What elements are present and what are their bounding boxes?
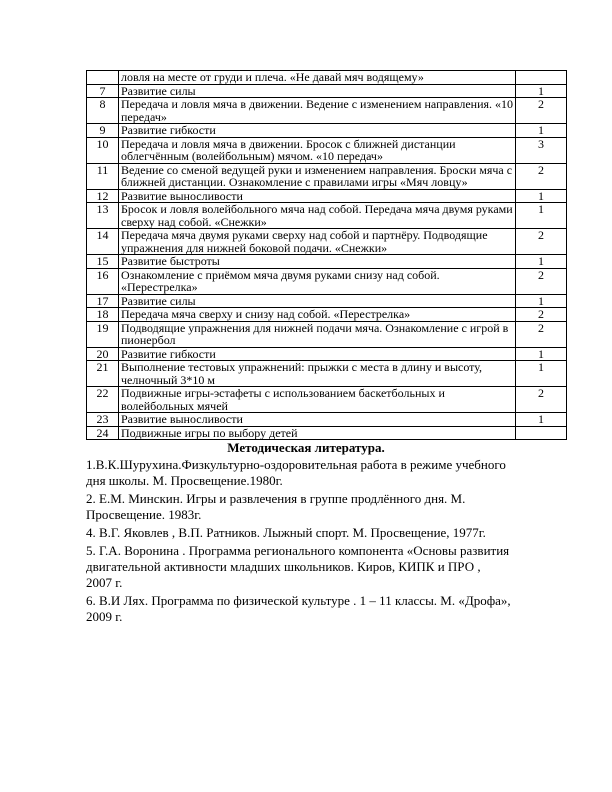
lesson-topic: Развитие выносливости [119,189,516,203]
lesson-number: 7 [87,84,119,98]
lesson-topic: Развитие силы [119,84,516,98]
lesson-hours [516,71,567,85]
lesson-number: 15 [87,255,119,269]
lesson-hours: 1 [516,347,567,361]
table-row [87,308,567,322]
table-row [87,413,567,427]
lesson-plan-table [86,70,567,440]
lesson-hours: 1 [516,203,567,229]
lesson-topic: ловля на месте от груди и плеча. «Не давай мяч водящему» [119,71,516,85]
table-row [87,163,567,189]
literature-item: 6. В.И Лях. Программа по физической культуре . 1 – 11 классы. М. «Дрофа», 2009 г. [86,593,511,624]
lesson-topic: Развитие гибкости [119,124,516,138]
lesson-number: 23 [87,413,119,427]
lesson-topic: Развитие выносливости [119,413,516,427]
table-row [87,137,567,163]
table-row [87,321,567,347]
lesson-topic: Выполнение тестовых упражнений: прыжки с места в длину и высоту, челночный 3*10 м [119,361,516,387]
lesson-number: 16 [87,268,119,294]
lesson-hours: 1 [516,124,567,138]
lesson-topic: Передача и ловля мяча в движении. Ведение с изменением направления. «10 передач» [119,98,516,124]
table-row [87,189,567,203]
literature-section [86,440,526,627]
lesson-topic: Подводящие упражнения для нижней подачи мяча. Ознакомление с игрой в пионербол [119,321,516,347]
table-row [87,124,567,138]
table-row [87,347,567,361]
literature-item: 4. В.Г. Яковлев , В.П. Ратников. Лыжный спорт. М. Просвещение, 1977г. [86,525,486,540]
lesson-hours: 1 [516,294,567,308]
lesson-number: 22 [87,387,119,413]
lesson-hours: 2 [516,321,567,347]
table-row [87,203,567,229]
literature-item: 2. Е.М. Минскин. Игры и развлечения в группе продлённого дня. М. Просвещение. 1983г. [86,491,466,522]
lesson-number: 8 [87,98,119,124]
lesson-topic: Передача и ловля мяча в движении. Бросок с ближней дистанции облегчённым (волейбольным) мячом. «10 передач» [119,137,516,163]
lesson-hours: 1 [516,361,567,387]
literature-list [86,457,526,625]
lesson-topic: Ознакомление с приёмом мяча двумя руками снизу над собой. «Перестрелка» [119,268,516,294]
lesson-hours: 1 [516,413,567,427]
literature-item: 5. Г.А. Воронина . Программа регионального компонента «Основы развития двигательной активности младших школьников. Киров, КИПК и ПРО , 2007 г. [86,543,510,590]
lesson-topic: Подвижные игры-эстафеты с использованием баскетбольных и волейбольных мячей [119,387,516,413]
lesson-number: 17 [87,294,119,308]
lesson-topic: Бросок и ловля волейбольного мяча над собой. Передача мяча двумя руками сверху над собой. «Снежки» [119,203,516,229]
lesson-hours: 3 [516,137,567,163]
lesson-topic: Развитие быстроты [119,255,516,269]
literature-heading: Методическая литература. [227,440,385,455]
table-row [87,255,567,269]
lesson-topic: Передача мяча сверху и снизу над собой. «Перестрелка» [119,308,516,322]
table-row [87,361,567,387]
lesson-topic: Ведение со сменой ведущей руки и изменением направления. Броски мяча с ближней дистанции. Ознакомление с правилами игры «Мяч ловцу» [119,163,516,189]
lesson-number: 19 [87,321,119,347]
table-row [87,426,567,440]
table-row [87,84,567,98]
lesson-hours: 2 [516,229,567,255]
lesson-number: 20 [87,347,119,361]
table-row [87,268,567,294]
lesson-hours: 2 [516,163,567,189]
lesson-number: 11 [87,163,119,189]
lesson-hours: 1 [516,84,567,98]
lesson-hours [516,426,567,440]
lesson-number: 10 [87,137,119,163]
lesson-hours: 1 [516,255,567,269]
lesson-topic: Развитие гибкости [119,347,516,361]
table-row [87,98,567,124]
lesson-plan-body [87,71,567,440]
lesson-hours: 1 [516,189,567,203]
table-row [87,294,567,308]
table-row [87,229,567,255]
lesson-number: 9 [87,124,119,138]
lesson-number: 14 [87,229,119,255]
lesson-number: 12 [87,189,119,203]
lesson-topic: Развитие силы [119,294,516,308]
lesson-number: 18 [87,308,119,322]
literature-item: 1.В.К.Шурухина.Физкультурно-оздоровительная работа в режиме учебного дня школы. М. Просвещение.1980г. [86,457,506,488]
lesson-topic: Подвижные игры по выбору детей [119,426,516,440]
lesson-hours: 2 [516,308,567,322]
table-row [87,71,567,85]
lesson-topic: Передача мяча двумя руками сверху над собой и партнёру. Подводящие упражнения для нижней боковой подачи. «Снежки» [119,229,516,255]
lesson-number: 24 [87,426,119,440]
lesson-hours: 2 [516,98,567,124]
lesson-number [87,71,119,85]
lesson-number: 21 [87,361,119,387]
table-row [87,387,567,413]
lesson-number: 13 [87,203,119,229]
lesson-hours: 2 [516,268,567,294]
lesson-hours: 2 [516,387,567,413]
